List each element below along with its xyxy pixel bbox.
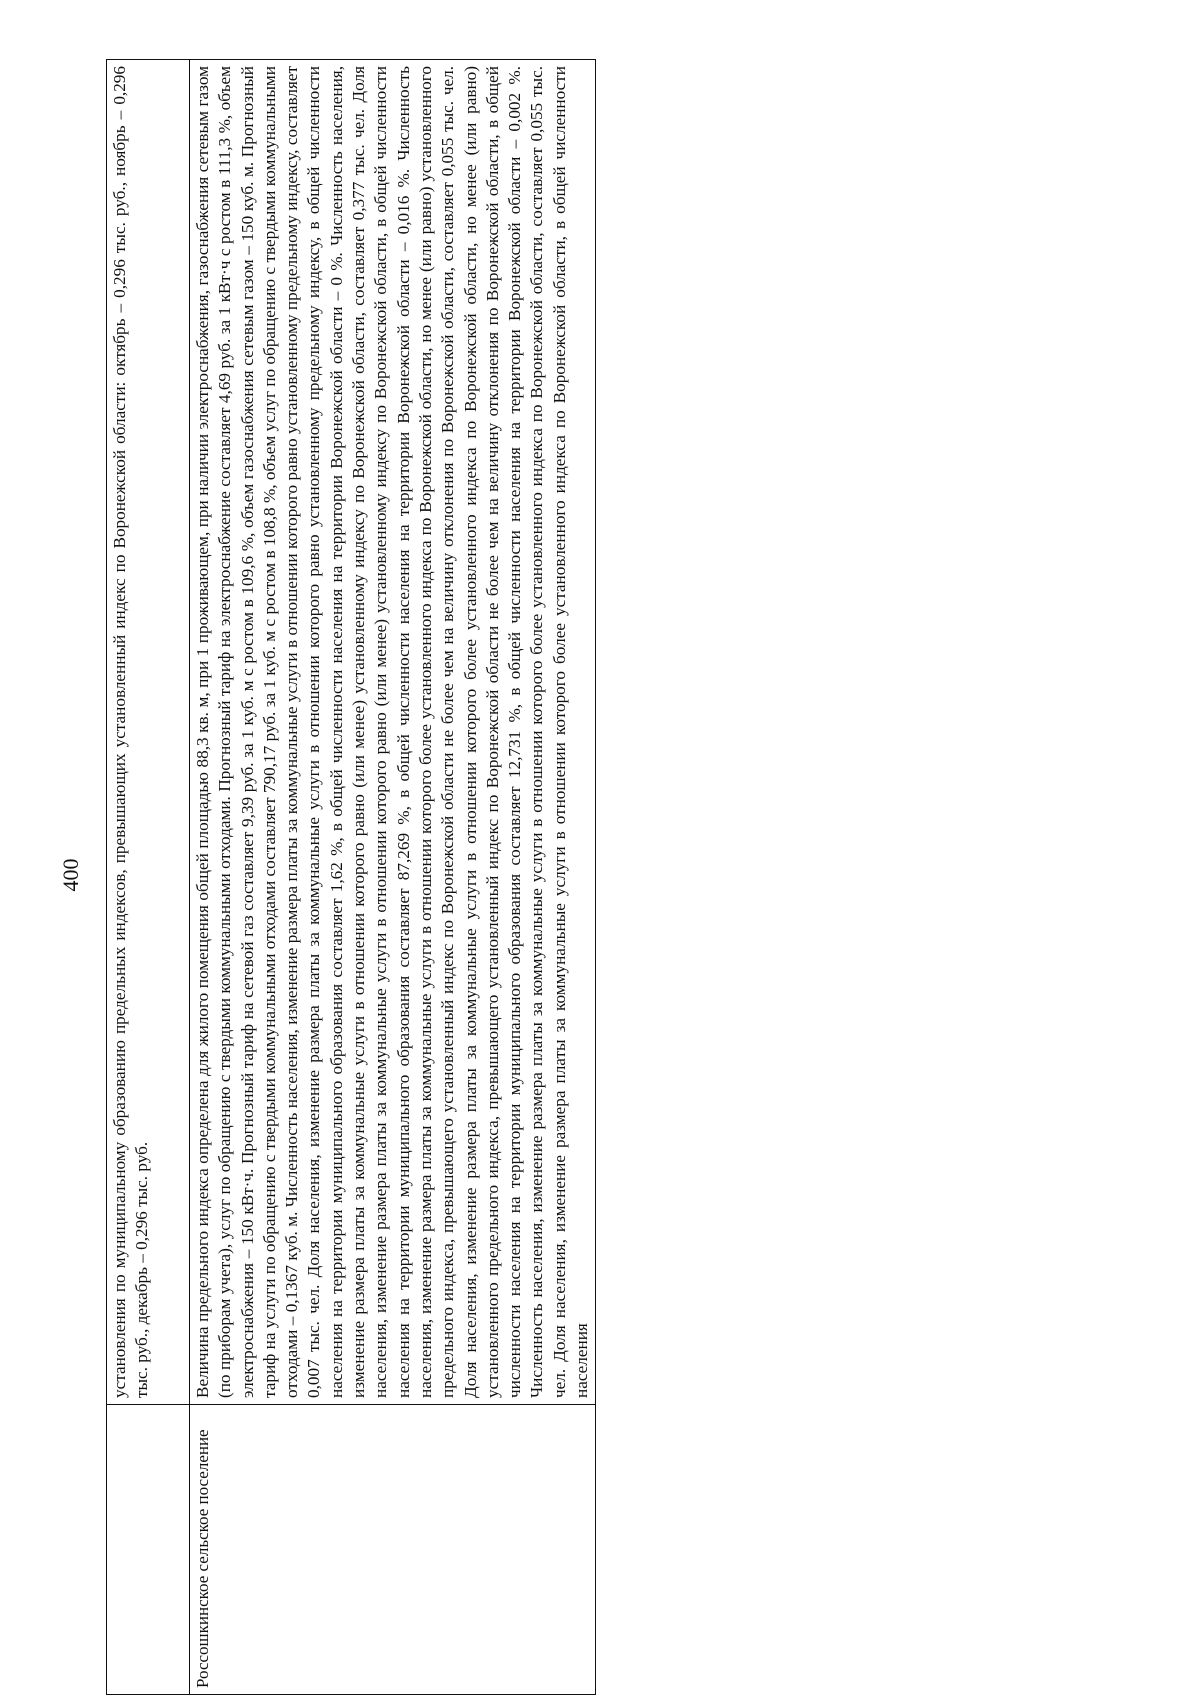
- table-cell-text: Величина предельного индекса определена для жилого помещения общей площадью 88,3 кв. м, при 1 проживающем, при наличии электроснабжения, газоснабжения сетевым газом (по приборам учета), услуг по обращению с твердыми коммунальными отходами. Прогнозный тариф на электроснабжение составляет 4,69 руб. за 1 кВт·ч с ростом в 111,3 %, объем электроснабжения – 150 кВт·ч. Прогнозный тариф на сетевой газ составляет 9,39 руб. за 1 куб. м с ростом в 109,6 %, объем газоснабжения сетевым газом – 150 куб. м. Прогнозный тариф на услуги по обращению с твердыми коммунальными отходами составляет 790,17 руб. за 1 куб. м с ростом в 108,8 %, объем услуг по обращению с твердыми коммунальными отходами – 0,1367 куб. м. Численность населения, изменение размера платы за коммунальные услуги в отношении которого равно установленному предельному индексу, составляет 0,007 тыс. чел. Доля населения, изменение размера платы за коммунальные услуги в отношении которого равно установленному предельному индексу, в общей численности населения на территории муниципального образования составляет 1,62 %, в общей численности населения на территории Воронежской области – 0 %. Численность населения, изменение размера платы за коммунальные услуги в отношении которого равно (или менее) установленному индексу по Воронежской области, составляет 0,377 тыс. чел. Доля населения, изменение размера платы за коммунальные услуги в отношении которого равно (или менее) установленному индексу по Воронежской области, в общей численности населения на территории муниципального образования составляет 87,269 %, в общей численности населения на территории Воронежской области – 0,016 %. Численность населения, изменение размера платы за коммунальные услуги в отношении которого более установленного индекса по Воронежской области, но менее (или равно) установленного предельного индекса, превышающего установленный индекс по Воронежской области не более чем на величину отклонения по Воронежской области, составляет 0,055 тыс. чел. Доля населения, изменение размера платы за коммунальные услуги в отношении которого более установленного индекса по Воронежской области, но менее (или равно) установленного предельного индекса, превышающего установленный индекс по Воронежской области не более чем на величину отклонения по Воронежской области, в общей численности населения на территории муниципального образования составляет 12,731 %, в общей численности населения на территории Воронежской области – 0,002 %. Численность населения, изменение размера платы за коммунальные услуги в отношении которого более установленного индекса по Воронежской области, составляет 0,055 тыс. чел. Доля населения, изменение размера платы за коммунальные услуги в отношении которого более установленного индекса по Воронежской области, в общей численности населения: [190, 60, 596, 1405]
- table-row: [107, 60, 190, 1695]
- municipality-name: Россошкинское сельское поселение: [190, 1405, 596, 1695]
- table-cell-text: установления по муниципальному образованию предельных индексов, превышающих установленный индекс по Воронежской области: октябрь – 0,296 тыс. руб., ноябрь – 0,296 тыс. руб., декабрь – 0,296 тыс. руб.: [107, 60, 190, 1405]
- document-table: [106, 59, 596, 1695]
- table-row: [190, 60, 596, 1695]
- page-number: 400: [58, 858, 83, 892]
- table-cell-name: [107, 1405, 190, 1695]
- rotated-page: [50, 55, 1150, 1695]
